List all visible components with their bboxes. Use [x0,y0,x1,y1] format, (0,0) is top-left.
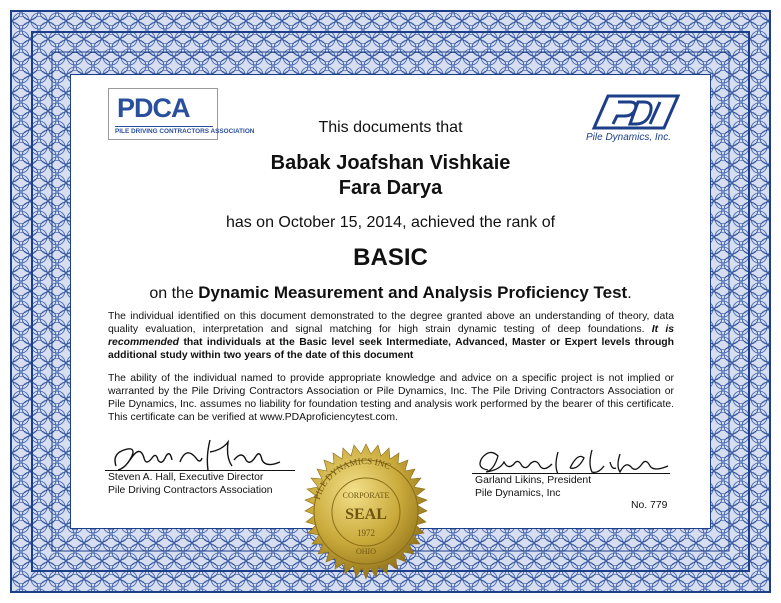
disclaimer-paragraph: The ability of the individual named to provide appropriate knowledge and advice on a specific project is not implied or warranted by the Pile Driving Contractors Association or Pile Dynamics, Inc. The Pile Driving Contractors Association or Pile Dynamics, Inc. assumes no liability for foundation testing and analysis work performed by the bearer of this certificate. This certificate can be verified at www.PDAproficiencytest.com. [108,373,674,423]
seal-center-top: CORPORATE [342,491,390,500]
recipient-name-line1: Babak Joafshan Vishkaie [270,152,511,174]
seal-year: 1972 [357,528,375,538]
right-signatory [475,475,591,500]
achievement-date-line: has on October 15, 2014, achieved the rank of [225,214,556,231]
test-prefix: on the [149,285,194,302]
seal-state: OHIO [356,547,376,556]
pdi-logo-caption: Pile Dynamics, Inc. [586,132,672,143]
right-signature-line [472,473,670,474]
left-signatory-name: Steven A. Hall, Executive Director [108,472,264,483]
pdca-logo-subtitle: PILE DRIVING CONTRACTORS ASSOCIATION [115,128,255,135]
seal-ring-text: PILE DYNAMICS INC [311,455,393,501]
rank-title: BASIC [353,244,428,271]
left-signatory [108,472,273,497]
certificate-number: No. 779 [631,500,668,511]
intro-text: This documents that [318,119,463,136]
pdca-logo-word: PDCA [117,93,190,123]
statement-text: The individual identified on this document demonstrated to the degree granted above an understanding of theory, data quality evaluation, interpretation and signal matching for high strain dynamic testing of deep foundations. [108,311,674,335]
recommendation-emphasis: It is recommended [108,324,674,348]
right-signatory-name: Garland Likins, President [475,475,592,486]
test-suffix: . [627,285,632,302]
seal-center-word: SEAL [345,506,387,523]
test-line [0,283,781,303]
recipient-name-line2: Fara Darya [338,177,443,199]
test-name: Dynamic Measurement and Analysis Proficiency Test [198,283,628,302]
corporate-seal [296,442,436,582]
recommendation-text: that individuals at the Basic level seek Intermediate, Advanced, Master or Expert levels through additional study within two years of the date of this document [108,337,674,361]
left-signature-line [105,470,295,471]
statement-paragraph [108,310,674,362]
left-signatory-org: Pile Driving Contractors Association [108,484,273,496]
right-signatory-org: Pile Dynamics, Inc [475,487,561,499]
